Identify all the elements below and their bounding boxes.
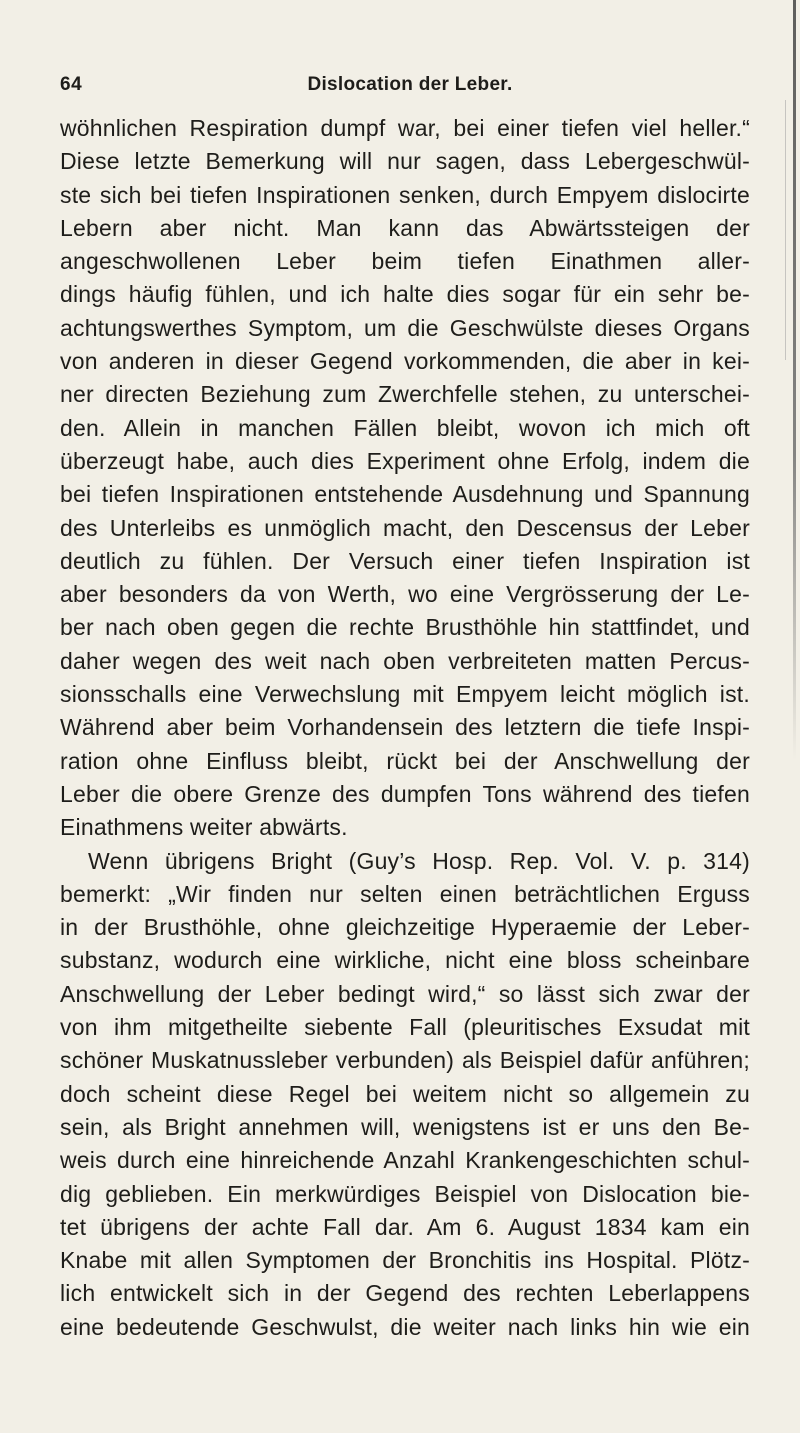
text-line: eine bedeutende Geschwulst, die weiter nach links hin wie ein xyxy=(60,1313,750,1340)
text-line: von ihm mitgetheilte siebente Fall (pleuritisches Exsudat mit xyxy=(60,1014,750,1041)
text-line: ber nach oben gegen die rechte Brusthöhle hin stattfindet, und xyxy=(60,614,750,641)
text-line: ner directen Beziehung zum Zwerchfelle stehen, zu unterschei- xyxy=(60,381,750,408)
text-line: in der Brusthöhle, ohne gleichzeitige Hyperaemie der Leber- xyxy=(60,914,750,941)
text-line: überzeugt habe, auch dies Experiment ohne Erfolg, indem die xyxy=(60,447,750,474)
text-line: achtungswerthes Symptom, um die Geschwülste dieses Organs xyxy=(60,314,750,341)
text-line: sein, als Bright annehmen will, wenigstens ist er uns den Be- xyxy=(60,1113,750,1140)
text-line: doch scheint diese Regel bei weitem nicht so allgemein zu xyxy=(60,1080,750,1107)
text-line: Anschwellung der Leber bedingt wird,“ so lässt sich zwar der xyxy=(60,980,750,1007)
text-line: Wenn übrigens Bright (Guy’s Hosp. Rep. Vol. V. p. 314) xyxy=(88,847,750,874)
text-line: deutlich zu fühlen. Der Versuch einer tiefen Inspiration ist xyxy=(60,547,750,574)
text-line: aber besonders da von Werth, wo eine Vergrösserung der Le- xyxy=(60,581,750,608)
text-line: Diese letzte Bemerkung will nur sagen, dass Lebergeschwül- xyxy=(60,148,750,175)
text-line: dig geblieben. Ein merkwürdiges Beispiel von Dislocation bie- xyxy=(60,1180,750,1207)
text-line: daher wegen des weit nach oben verbreiteten matten Percus- xyxy=(60,647,750,674)
text-line: lich entwickelt sich in der Gegend des rechten Leberlappens xyxy=(60,1280,750,1307)
text-line: substanz, wodurch eine wirkliche, nicht eine bloss scheinbare xyxy=(60,947,750,974)
page-edge-shadow xyxy=(793,0,796,760)
text-line: Während aber beim Vorhandensein des letztern die tiefe Inspi- xyxy=(60,714,750,741)
body-text xyxy=(60,112,750,1344)
text-line: Knabe mit allen Symptomen der Bronchitis ins Hospital. Plötz- xyxy=(60,1247,750,1274)
text-line: Lebern aber nicht. Man kann das Abwärtssteigen der xyxy=(60,214,750,241)
text-line: von anderen in dieser Gegend vorkommenden, die aber in kei- xyxy=(60,348,750,375)
text-line: tet übrigens der achte Fall dar. Am 6. August 1834 kam ein xyxy=(60,1213,750,1240)
text-line: bei tiefen Inspirationen entstehende Ausdehnung und Spannung xyxy=(60,481,750,508)
text-line: des Unterleibs es unmöglich macht, den Descensus der Leber xyxy=(60,514,750,541)
text-line: sionsschalls eine Verwechslung mit Empyem leicht möglich ist. xyxy=(60,681,750,708)
text-line: Leber die obere Grenze des dumpfen Tons während des tiefen xyxy=(60,780,750,807)
text-line: den. Allein in manchen Fällen bleibt, wovon ich mich oft xyxy=(60,414,750,441)
text-line: ste sich bei tiefen Inspirationen senken, durch Empyem dislocirte xyxy=(60,181,750,208)
running-title: Dislocation der Leber. xyxy=(307,74,513,95)
text-line: Einathmens weiter abwärts. xyxy=(60,814,348,841)
page-number: 64 xyxy=(60,74,83,95)
text-line: schöner Muskatnussleber verbunden) als Beispiel dafür anführen; xyxy=(60,1047,750,1074)
text-line: ration ohne Einfluss bleibt, rückt bei der Anschwellung der xyxy=(60,747,750,774)
text-line: wöhnlichen Respiration dumpf war, bei einer tiefen viel heller.“ xyxy=(60,115,750,141)
page-edge-shadow-inner xyxy=(785,100,786,360)
text-line: bemerkt: „Wir finden nur selten einen beträchtlichen Erguss xyxy=(60,880,750,907)
text-line: angeschwollenen Leber beim tiefen Einathmen aller- xyxy=(60,248,750,275)
text-line: weis durch eine hinreichende Anzahl Krankengeschichten schul- xyxy=(60,1147,750,1174)
text-line: dings häufig fühlen, und ich halte dies sogar für ein sehr be- xyxy=(60,281,750,308)
